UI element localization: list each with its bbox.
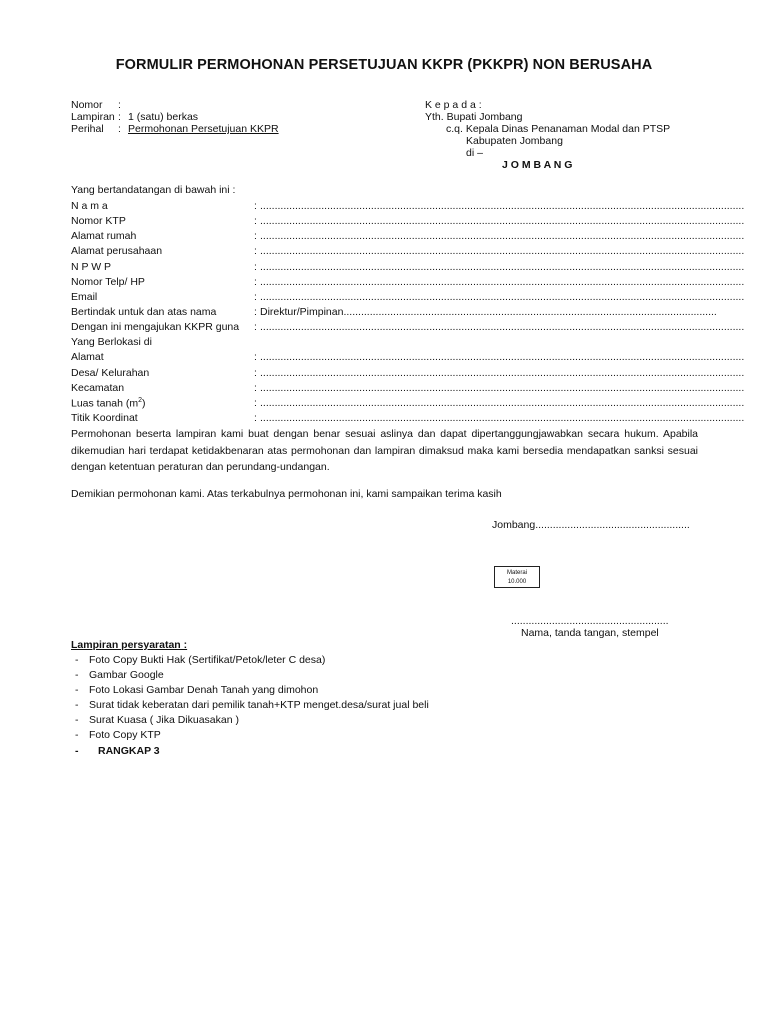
field-label-alamat: Alamat [71, 351, 104, 363]
requirement-text: Foto Copy KTP [89, 729, 161, 741]
field-label-luas-tanah [71, 397, 146, 410]
field-label-desa: Desa/ Kelurahan [71, 367, 150, 379]
field-colon: : [254, 306, 257, 318]
field-value-ktp[interactable]: ...................................................................................................................................................................... [260, 215, 745, 227]
list-bullet: - [75, 669, 79, 681]
requirement-text: Foto Copy Bukti Hak (Sertifikat/Petok/leter C desa) [89, 654, 326, 666]
lampiran-label: Lampiran [71, 111, 115, 123]
list-item [75, 684, 318, 697]
list-bullet: - [75, 745, 79, 757]
list-item [75, 714, 239, 727]
requirement-text: Surat Kuasa ( Jika Dikuasakan ) [89, 714, 239, 726]
luas-tanah-end: ) [142, 397, 146, 410]
field-colon: : [254, 367, 257, 379]
requirement-text: Surat tidak keberatan dari pemilik tanah+KTP menget.desa/surat jual beli [89, 699, 429, 711]
field-label-npwp: N P W P [71, 261, 112, 273]
list-bullet: - [75, 714, 79, 726]
requirement-text: Gambar Google [89, 669, 164, 681]
field-value-telp[interactable]: ...................................................................................................................................................................... [260, 276, 745, 288]
list-item [75, 729, 161, 742]
requirements-heading: Lampiran persyaratan : [71, 639, 188, 651]
signature-label: Nama, tanda tangan, stempel [521, 627, 659, 639]
lampiran-colon: : [118, 111, 121, 123]
rangkap-text: RANGKAP 3 [98, 745, 160, 757]
field-colon: : [254, 276, 257, 288]
perihal-colon: : [118, 123, 121, 135]
list-bullet: - [75, 684, 79, 696]
field-label-kkpr-guna: Dengan ini mengajukan KKPR guna [71, 321, 240, 333]
field-value-alamat-rumah[interactable]: ...................................................................................................................................................................... [260, 230, 745, 242]
recipient-yth: Yth. Bupati Jombang [425, 111, 523, 123]
list-bullet: - [75, 729, 79, 741]
intro-text: Yang bertandatangan di bawah ini : [71, 184, 236, 196]
field-value-luas-tanah[interactable]: ...................................................................................................................................................................... [260, 397, 745, 409]
field-value-npwp[interactable]: ...................................................................................................................................................................... [260, 261, 745, 273]
field-label-kecamatan: Kecamatan [71, 382, 125, 394]
field-label-nama: N a m a [71, 200, 108, 212]
field-colon: : [254, 412, 257, 424]
kepada-label: K e p a d a : [425, 99, 482, 111]
luas-tanah-text: Luas tanah (m [71, 397, 139, 410]
field-value-alamat[interactable]: ...................................................................................................................................................................... [260, 351, 745, 363]
field-value-nama[interactable]: ...................................................................................................................................................................... [260, 200, 745, 212]
recipient-kabupaten: Kabupaten Jombang [466, 135, 563, 147]
field-label-alamat-perusahaan: Alamat perusahaan [71, 245, 163, 257]
field-label-titik-koordinat: Titik Koordinat [71, 412, 138, 424]
requirement-text: Foto Lokasi Gambar Denah Tanah yang dimohon [89, 684, 319, 696]
field-label-alamat-rumah: Alamat rumah [71, 230, 137, 242]
list-bullet: - [75, 654, 79, 666]
field-colon: : [254, 230, 257, 242]
list-item [75, 669, 164, 682]
field-colon: : [254, 245, 257, 257]
field-value-titik-koordinat[interactable]: ...................................................................................................................................................................... [260, 412, 745, 424]
location-heading: Yang Berlokasi di [71, 336, 152, 348]
recipient-cq: c.q. Kepala Dinas Penanaman Modal dan PTSP [446, 123, 671, 135]
nomor-colon: : [118, 99, 121, 111]
place-date: Jombang..................................................... [492, 519, 690, 531]
field-value-email[interactable]: ...................................................................................................................................................................... [260, 291, 745, 303]
nomor-label: Nomor [71, 99, 103, 111]
field-colon: : [254, 215, 257, 227]
lampiran-value: 1 (satu) berkas [128, 111, 199, 123]
page-title: FORMULIR PERMOHONAN PERSETUJUAN KKPR (PKKPR) NON BERUSAHA [115, 57, 653, 73]
list-item-rangkap [75, 745, 160, 758]
field-colon: : [254, 321, 257, 333]
field-colon: : [254, 261, 257, 273]
materai-stamp-box [494, 566, 540, 588]
luas-tanah-sup: 2 [138, 397, 143, 404]
field-value-bertindak[interactable]: Direktur/Pimpinan................................................................................................................................ [260, 306, 717, 318]
field-value-alamat-perusahaan[interactable]: ...................................................................................................................................................................... [260, 245, 745, 257]
field-label-bertindak: Bertindak untuk dan atas nama [71, 306, 217, 318]
field-colon: : [254, 351, 257, 363]
field-label-ktp: Nomor KTP [71, 215, 126, 227]
signature-line: ...................................................... [511, 615, 669, 627]
field-label-telp: Nomor Telp/ HP [71, 276, 145, 288]
field-colon: : [254, 291, 257, 303]
field-value-kkpr-guna[interactable]: ...................................................................................................................................................................... [260, 321, 745, 333]
list-item [75, 654, 325, 667]
materai-value: 10.000 [507, 579, 527, 585]
field-colon: : [254, 382, 257, 394]
list-item [75, 699, 429, 712]
field-colon: : [254, 200, 257, 212]
recipient-city: J O M B A N G [502, 159, 573, 171]
materai-label: Materai [506, 570, 527, 576]
recipient-di: di – [466, 147, 483, 159]
statement-paragraph: Permohonan beserta lampiran kami buat dengan benar sesuai aslinya dan dapat dipertanggungjawabkan secara hukum. Apabila dikemudian hari terdapat ketidakbenaran atas permohonan dan lampiran dimaksud maka kami bersedia mendapatkan sanksi sesuai dengan ketentuan peraturan dan perundang-undangan. [71, 428, 698, 473]
perihal-label: Perihal [71, 123, 104, 135]
field-colon: : [254, 397, 257, 409]
field-value-desa[interactable]: ...................................................................................................................................................................... [260, 367, 745, 379]
field-label-email: Email [71, 291, 98, 303]
list-bullet: - [75, 699, 79, 711]
perihal-value: Permohonan Persetujuan KKPR [128, 123, 279, 135]
field-value-kecamatan[interactable]: ...................................................................................................................................................................... [260, 382, 745, 394]
closing-paragraph: Demikian permohonan kami. Atas terkabulnya permohonan ini, kami sampaikan terima kasih [71, 488, 502, 500]
